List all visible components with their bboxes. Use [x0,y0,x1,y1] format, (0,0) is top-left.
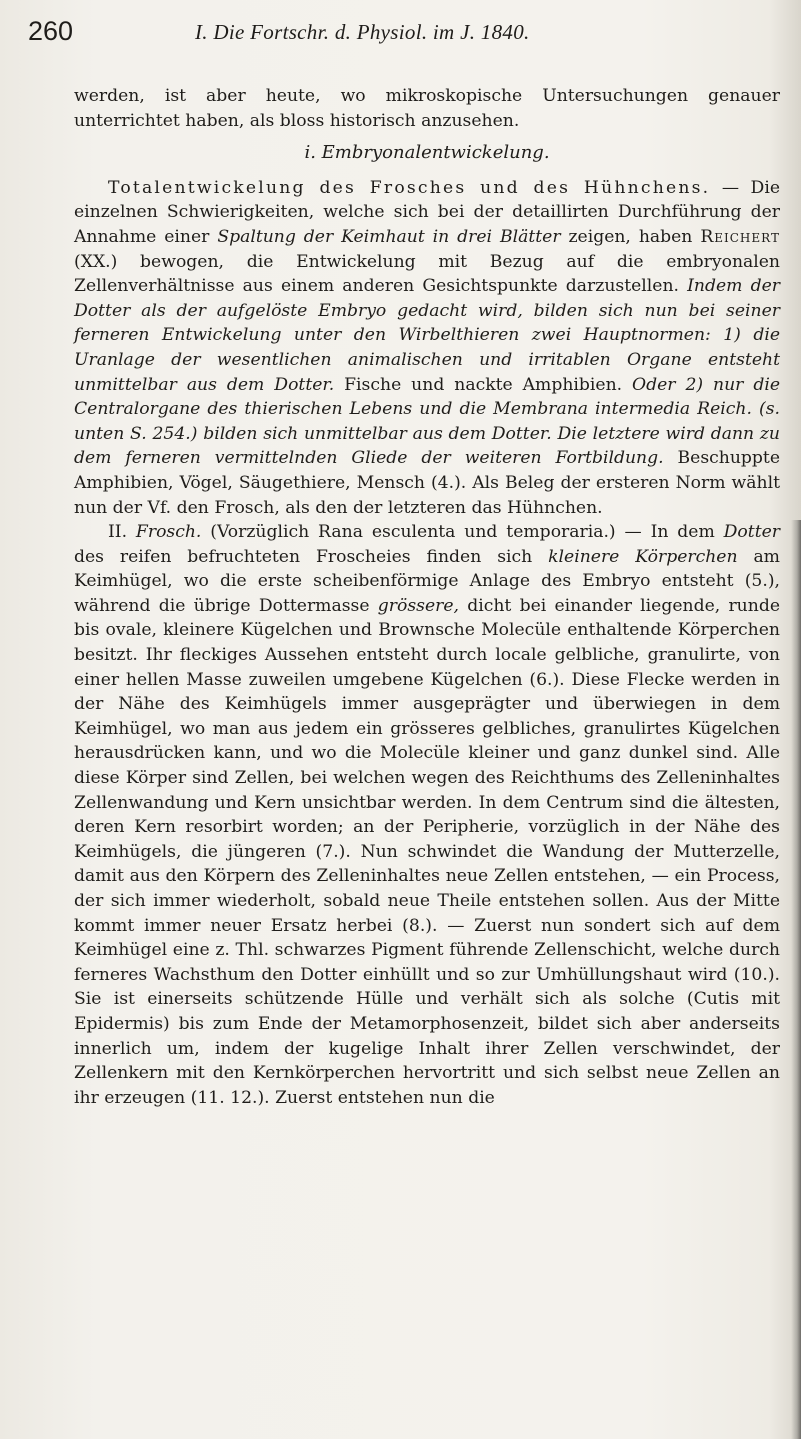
body-text [74,84,780,1110]
paragraph-totalentwickelung [74,176,780,520]
italic-run: kleinere Körperchen [548,546,738,567]
italic-run: Dotter [723,522,780,543]
italic-run: Spaltung der Keimhaut in drei Blätter [217,226,561,247]
italic-run: grössere, [377,595,459,616]
paragraph-frosch [74,520,780,1110]
text-run: Beschuppte Amphibien, Vögel, Säugethiere, Mensch (4.). Als Beleg der ersteren Norm wählt nun der Vf. den Frosch, als den der letzteren das Hühnchen. [74,448,780,518]
text-run: II. [108,522,136,543]
author-name: Reichert [700,226,780,247]
running-title: I. Die Fortschr. d. Physiol. im J. 1840. [195,20,530,44]
text-run: dicht bei einander liegende, runde bis ovale, kleinere Kügelchen und Brownsche Molecüle enthaltende Körperchen besitzt. Ihr fleckiges Aussehen entsteht durch locale gelbliche, granulirte, von einer hellen Masse zuweilen umgebene Kügelchen (6.). Diese Flecke werden in der Nähe des Keimhügels immer ausgeprägter und überwiegen in dem Keimhügel, wo man aus jedem ein grösseres gelbliches, granulirtes Kügelchen herausdrücken kann, und wo die Molecüle kleiner und ganz dunkel sind. Alle diese Körper sind Zellen, bei welchen wegen des Reichthums des Zelleninhaltes Zellenwandung und Kern unsichtbar werden. In dem Centrum sind die ältesten, deren Kern resorbirt worden; an der Peripherie, vorzüglich in der Nähe des Keimhügels, die jüngeren (7.). Nun schwindet die Wandung der Mutterzelle, damit aus den Körpern des Zelleninhaltes neue Zellen entstehen, — ein Process, der sich immer wiederholt, sobald neue Theile entstehen sollen. Aus der Mitte kommt immer neuer Ersatz herbei (8.). — Zuerst nun sondert sich auf dem Keimhügel eine z. Thl. schwarzes Pigment führende Zellenschicht, welche durch ferneres Wachsthum den Dotter einhüllt und so zur Umhüllungshaut wird (10.). Sie ist einerseits schützende Hülle und verhält sich als solche (Cutis mit Epidermis) bis zum Ende der Metamorphosenzeit, bildet sich aber anderseits innerlich um, indem der kugelige Inhalt ihrer Zellen verschwindet, der Zellenkern mit den Kernkörperchen hervortritt und sich selbst neue Zellen an ihr erzeugen (11. 12.). Zuerst entstehen nun die [74,595,780,1108]
page-number: 260 [28,16,74,46]
page-header [28,16,768,56]
italic-run: Oder 2) nur die Centralorgane des thierischen Lebens und die Membrana intermedia Reich. (s. unten S. 254.) bilden sich unmittelbar aus dem Dotter. Die letztere wird dann zu dem ferneren vermittelnden Gliede der weiteren Fortbildung. [74,374,780,469]
text-run: (XX.) bewogen, die Entwickelung mit Bezug auf die embryonalen Zellenverhältnisse aus einem anderen Gesichtspunkte darzustellen. [74,251,780,297]
text-run: des reifen befruchteten Froscheies finden sich [74,546,549,567]
section-heading: i. Embryonalentwickelung. [304,142,550,164]
paragraph-lead: Totalentwickelung des Frosches und des Hühnchens. [108,177,711,198]
text-run: Fische und nackte Amphibien. [334,374,633,395]
intro-paragraph: werden, ist aber heute, wo mikroskopische Untersuchungen genauer unterrichtet haben, als bloss historisch anzusehen. [74,86,780,131]
page-edge-shadow [791,520,801,1439]
text-run: am Keimhügel, wo die erste scheibenförmige Anlage des Embryo entsteht (5.), während die übrige Dottermasse [74,546,780,616]
text-run: zeigen, haben [560,226,701,247]
italic-run: Indem der Dotter als der aufgelöste Embryo gedacht wird, bilden sich nun bei seiner ferneren Entwickelung unter den Wirbelthieren zwei Hauptnormen: 1) die Uranlage der wesentlichen animalischen und irritablen Organe entsteht unmittelbar aus dem Dotter. [74,276,780,395]
text-run: — Die einzelnen Schwierigkeiten, welche sich bei der detaillirten Durchführung der Annahme einer [74,177,780,247]
text-run: (Vorzüglich Rana esculenta und temporaria.) — In dem [201,522,724,543]
italic-run: Frosch. [135,522,202,543]
